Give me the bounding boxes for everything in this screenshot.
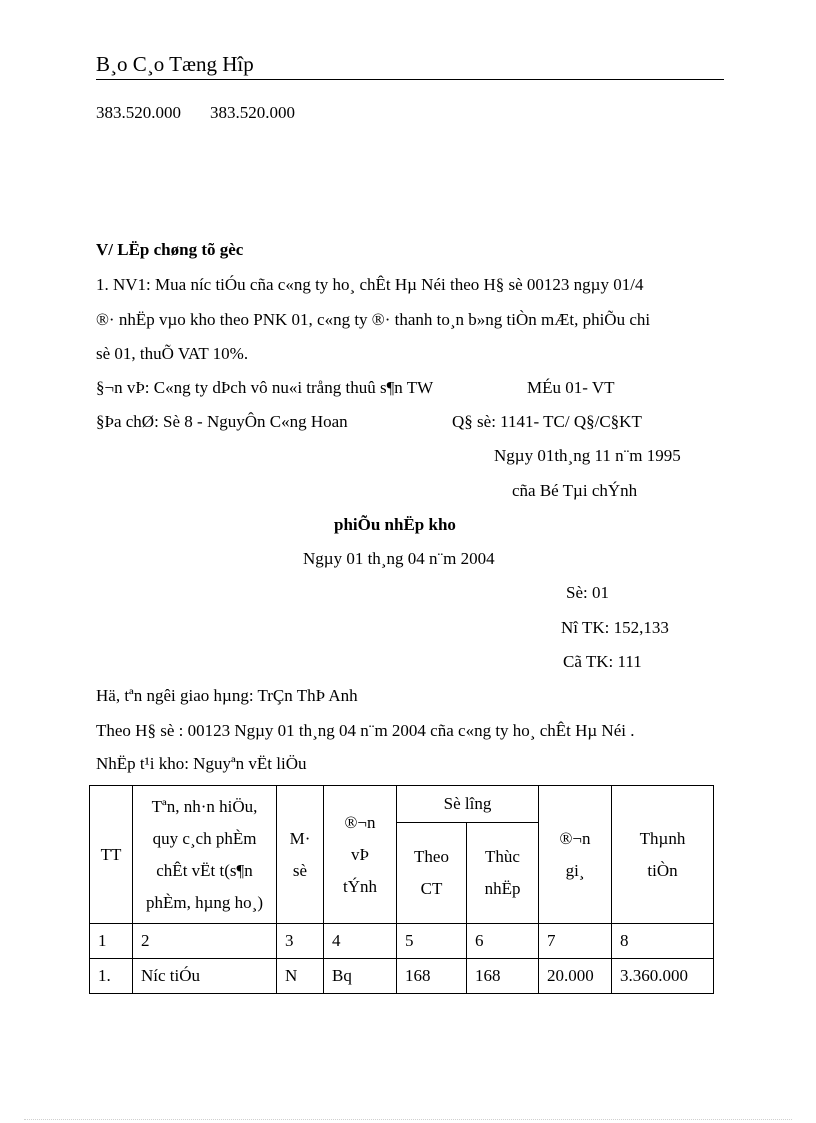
header-name-line: quy c¸ch phÈm [152, 828, 257, 848]
cell-tt: 1. [90, 959, 133, 994]
header-unit [324, 786, 397, 924]
header-quantity: Sè lîng [397, 786, 539, 823]
index-cell: 1 [90, 924, 133, 959]
nv1-line-3: sè 01, thuÕ VAT 10%. [96, 344, 249, 363]
ministry: cña Bé Tµi chÝnh [512, 481, 638, 500]
header-qty-actual-line: nhËp [484, 879, 521, 898]
index-cell: 8 [612, 924, 714, 959]
index-cell: 7 [539, 924, 612, 959]
header-qty-doc-line: CT [420, 879, 443, 898]
receipt-title: phiÕu nhËp kho [334, 515, 456, 534]
cell-qty-doc: 168 [397, 959, 467, 994]
index-cell: 3 [277, 924, 324, 959]
header-code [277, 786, 324, 924]
page-bottom-divider [24, 1119, 792, 1120]
index-cell: 6 [467, 924, 539, 959]
header-tt: TT [90, 786, 133, 924]
cell-qty-actual: 168 [467, 959, 539, 994]
header-name [133, 786, 277, 924]
header-qty-actual-line: Thùc [485, 847, 520, 866]
warehouse: NhËp t¹i kho: Nguyªn vËt liÖu [96, 754, 307, 773]
header-code-line: sè [292, 860, 308, 880]
decision-date: Ngµy 01th¸ng 11 n¨m 1995 [494, 446, 681, 465]
index-cell: 4 [324, 924, 397, 959]
header-name-line: phÈm, hµng ho¸) [146, 892, 263, 912]
page-header [96, 52, 724, 80]
form-number: MÉu 01- VT [527, 378, 615, 397]
contract-reference: Theo H§ sè : 00123 Ngµy 01 th¸ng 04 n¨m 2004 cña c«ng ty ho¸ chÊt Hµ Néi . [96, 721, 635, 740]
header-qty-actual [467, 823, 539, 924]
header-name-line: chÊt vËt t(s¶n [156, 860, 253, 880]
nv1-line-1: 1. NV1: Mua níc tiÓu cña c«ng ty ho¸ chÊt Hµ Néi theo H§ sè 00123 ngµy 01/4 [96, 275, 644, 294]
header-amount-line: tiÒn [647, 860, 678, 880]
header-price-line: gi¸ [565, 860, 585, 880]
header-amount [612, 786, 714, 924]
header-name-line: Tªn, nh·n hiÖu, [151, 796, 258, 816]
header-qty-doc [397, 823, 467, 924]
cell-name: Níc tiÓu [133, 959, 277, 994]
cell-code: N [277, 959, 324, 994]
debit-account: Nî TK: 152,133 [561, 618, 669, 637]
header-qty-doc-line: Theo [414, 847, 449, 866]
decision-number: Q§ sè: 1141- TC/ Q§/C§KT [452, 412, 642, 431]
header-unit-line: ®¬n [344, 812, 376, 832]
unit-name: §¬n vÞ: C«ng ty dÞch vô nu«i trång thuû s¶n TW [96, 378, 434, 397]
header-code-line: M· [289, 828, 311, 848]
index-cell: 5 [397, 924, 467, 959]
receipt-number: Sè: 01 [566, 583, 609, 602]
receipt-date: Ngµy 01 th¸ng 04 n¨m 2004 [303, 549, 495, 568]
total-value-2: 383.520.000 [210, 103, 295, 122]
deliverer: Hä, tªn ngêi giao hµng: TrÇn ThÞ Anh [96, 686, 358, 705]
header-unit-line: tÝnh [343, 876, 377, 896]
stock-receipt-table [89, 785, 714, 994]
header-price-line: ®¬n [559, 828, 591, 848]
index-cell: 2 [133, 924, 277, 959]
header-price [539, 786, 612, 924]
index-row [90, 924, 714, 959]
total-value-1: 383.520.000 [96, 103, 181, 122]
credit-account: Cã TK: 111 [563, 652, 642, 671]
cell-amount: 3.360.000 [612, 959, 714, 994]
cell-unit: Bq [324, 959, 397, 994]
nv1-line-2: ®· nhËp vµo kho theo PNK 01, c«ng ty ®· thanh to¸n b»ng tiÒn mÆt, phiÕu chi [96, 310, 651, 329]
header-amount-line: Thµnh [639, 828, 686, 848]
header-unit-line: vÞ [351, 844, 369, 864]
table-row [90, 959, 714, 994]
section-heading: V/ LËp chøng tõ gèc [96, 240, 244, 259]
report-title: B¸o C¸o Tæng Hîp [96, 52, 254, 76]
unit-address: §Þa chØ: Sè 8 - NguyÔn C«ng Hoan [96, 412, 348, 431]
cell-price: 20.000 [539, 959, 612, 994]
